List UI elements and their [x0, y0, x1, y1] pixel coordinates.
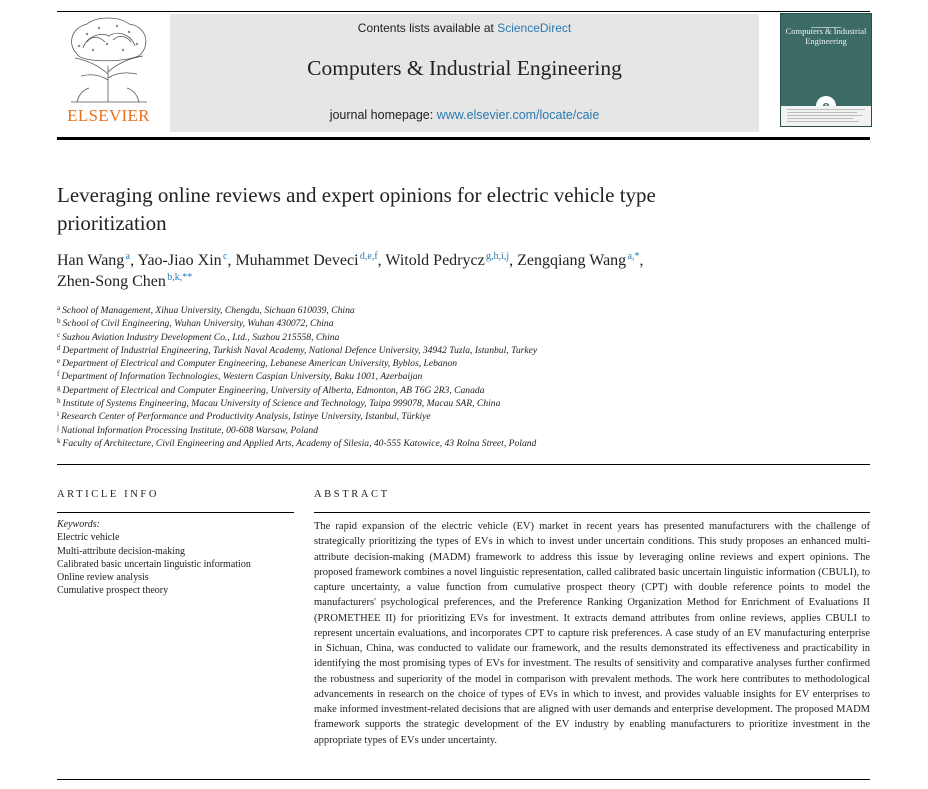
publisher-wordmark: ELSEVIER [67, 106, 150, 125]
affiliation-item [57, 304, 857, 317]
journal-homepage-link[interactable]: www.elsevier.com/locate/caie [436, 108, 600, 122]
abstract-rule [314, 512, 870, 513]
affiliation-key: b [57, 317, 61, 326]
author-name[interactable]: Zengqiang Wang [517, 252, 627, 269]
bottom-rule [57, 779, 870, 780]
affiliation-item [57, 331, 857, 344]
affiliation-text: School of Management, Xihua University, Chengdu, Sichuan 610039, China [62, 305, 355, 316]
affiliation-key: c [57, 330, 61, 339]
affiliation-item [57, 344, 857, 357]
contents-prefix: Contents lists available at [357, 21, 498, 35]
affiliation-item [57, 357, 857, 370]
keyword-item: Electric vehicle [57, 532, 120, 544]
affiliation-key: a [57, 304, 61, 312]
author-name[interactable]: Muhammet Deveci [235, 252, 359, 269]
affiliation-key: e [57, 357, 61, 366]
affiliation-key: f [57, 370, 60, 379]
author-name[interactable]: Han Wang [57, 252, 125, 269]
affiliation-text: Suzhou Aviation Industry Development Co., Ltd., Suzhou 215558, China [62, 331, 340, 343]
affiliation-item [57, 384, 857, 397]
author-affiliation-marker[interactable]: d,e,f [359, 251, 378, 262]
journal-title: Computers & Industrial Engineering [307, 56, 622, 80]
affiliation-key: h [57, 397, 61, 406]
affiliation-text: Faculty of Architecture, Civil Engineering and Applied Arts, Academy of Silesia, 40-555 Katowice, 43 Rolna Street, Poland [62, 437, 537, 449]
affiliation-text: Department of Electrical and Computer Engineering, Lebanese American University, Byblos, Lebanon [62, 358, 458, 370]
keywords-label: Keywords: [57, 519, 100, 530]
author-affiliation-marker[interactable]: b,k,** [167, 272, 193, 283]
header-top-rule [57, 11, 870, 12]
affiliation-item [57, 410, 857, 423]
author-list: Han Wang $^a$, Yao-Jiao Xin $^c$, Muhammet Deveci $^{d,e,f}$, Witold Pedrycz $^{g,h,i,j}$, Zengqiang Wang $^{a,*}$, Zhen-Song Chen $^{b,k,**}$ [57, 251, 644, 290]
affiliation-item [57, 437, 857, 450]
affiliation-text: Department of Industrial Engineering, Turkish Naval Academy, National Defence University, 34942 Tuzla, Istanbul, Turkey [62, 344, 538, 356]
affiliation-key: d [57, 343, 61, 352]
paper-title: Leveraging online reviews and expert opinions for electric vehicle type prioritization [57, 183, 656, 235]
header-bottom-rule [57, 137, 870, 140]
keywords-block [57, 518, 257, 598]
homepage-prefix: journal homepage: [329, 108, 437, 122]
section-divider [57, 464, 870, 465]
author-name[interactable]: Witold Pedrycz [385, 252, 485, 269]
keyword-item: Online review analysis [57, 572, 149, 584]
contents-line [170, 21, 759, 35]
affiliation-text: Research Center of Performance and Productivity Analysis, Istinye University, Istanbul, Türkiye [60, 411, 431, 423]
affiliation-text: National Information Processing Institute, 00-608 Warsaw, Poland [60, 424, 319, 436]
cover-footer [781, 106, 871, 126]
article-info-heading: ARTICLE INFO [57, 489, 160, 500]
affiliation-text: Department of Information Technologies, Western Caspian University, Baku 1001, Azerbaijan [61, 371, 423, 383]
author-affiliation-marker[interactable]: a [125, 251, 131, 262]
homepage-line [170, 108, 759, 122]
author-name[interactable]: Zhen-Song Chen [57, 273, 166, 290]
affiliation-key: k [57, 436, 61, 445]
affiliation-key: g [57, 383, 61, 392]
keyword-item: Multi-attribute decision-making [57, 545, 186, 557]
journal-cover-thumbnail[interactable] [780, 13, 872, 127]
author-affiliation-marker[interactable]: g,h,i,j [486, 251, 510, 262]
affiliation-text: Department of Electrical and Computer Engineering, University of Alberta, Edmonton, AB T6G 2R3, Canada [62, 384, 485, 396]
cover-title: Computers & Industrial Engineering [785, 26, 867, 46]
affiliation-list [57, 304, 857, 450]
author-affiliation-marker[interactable]: a,* [627, 251, 640, 262]
affiliation-item [57, 317, 857, 330]
affiliation-key: i [57, 410, 59, 419]
cover-header-strip [785, 18, 867, 24]
keyword-item: Cumulative prospect theory [57, 585, 169, 597]
affiliation-text: Institute of Systems Engineering, Macau University of Science and Technology, Taipa 999078, Macau SAR, China [62, 398, 501, 410]
affiliation-item [57, 424, 857, 437]
article-info-rule [57, 512, 294, 513]
keyword-item: Calibrated basic uncertain linguistic information [57, 558, 251, 570]
author-name[interactable]: Yao-Jiao Xin [137, 252, 222, 269]
author-affiliation-marker[interactable]: c [223, 251, 228, 262]
affiliation-item [57, 370, 857, 383]
abstract-text: The rapid expansion of the electric vehicle (EV) market in recent years has presented manufacturers with the challenge of strategically prioritizing the types of EVs in which to invest under uncertain conditions. This study proposes an enhanced multi-attribute decision-making (MADM) framework to address this issue by leveraging online reviews and expert opinions. The proposed framework combines a novel linguistic representation, called calibrated basic uncertain linguistic information (CBULI), to capture uncertainty, a value function from cumulative prospect theory (CPT) with double reference points to model the manufacturers' psychological preferences, and the Preference Ranking Organization Method for Enrichment of Evaluations II (PROMETHEE II) for prioritizing EVs for investment. It extracts demand attributes from online reviews, applies CBULI to represent uncertain evaluations, and incorporates CPT to capture risk preferences. A case study of an EV manufacturing enterprise in Sichuan, China, was conducted to validate our framework, and the results demonstrated its effectiveness and practicability in identifying the most promising types of EVs for investment. The results of sensitivity and comparative analyses further confirmed the robustness and superiority of the model in comparison with prevalent methods. The work here contributes to methodological advancements in research on the choice of types of EVs in which to invest, and provides valuable insights for EV enterprises to make informed investment-related decisions that are aligned with user demands and enterprise development. The proposed MADM framework supports the strategic development of the EV industry by enabling manufacturers to prioritize investment in the appropriate types of EVs under uncertainty. [314, 521, 870, 746]
affiliation-key: j [57, 423, 59, 432]
affiliation-text: School of Civil Engineering, Wuhan University, Wuhan 430072, China [62, 318, 334, 330]
affiliation-item [57, 397, 857, 410]
journal-banner [170, 14, 759, 132]
abstract-heading: ABSTRACT [314, 489, 390, 500]
sciencedirect-link[interactable]: ScienceDirect [497, 21, 572, 35]
